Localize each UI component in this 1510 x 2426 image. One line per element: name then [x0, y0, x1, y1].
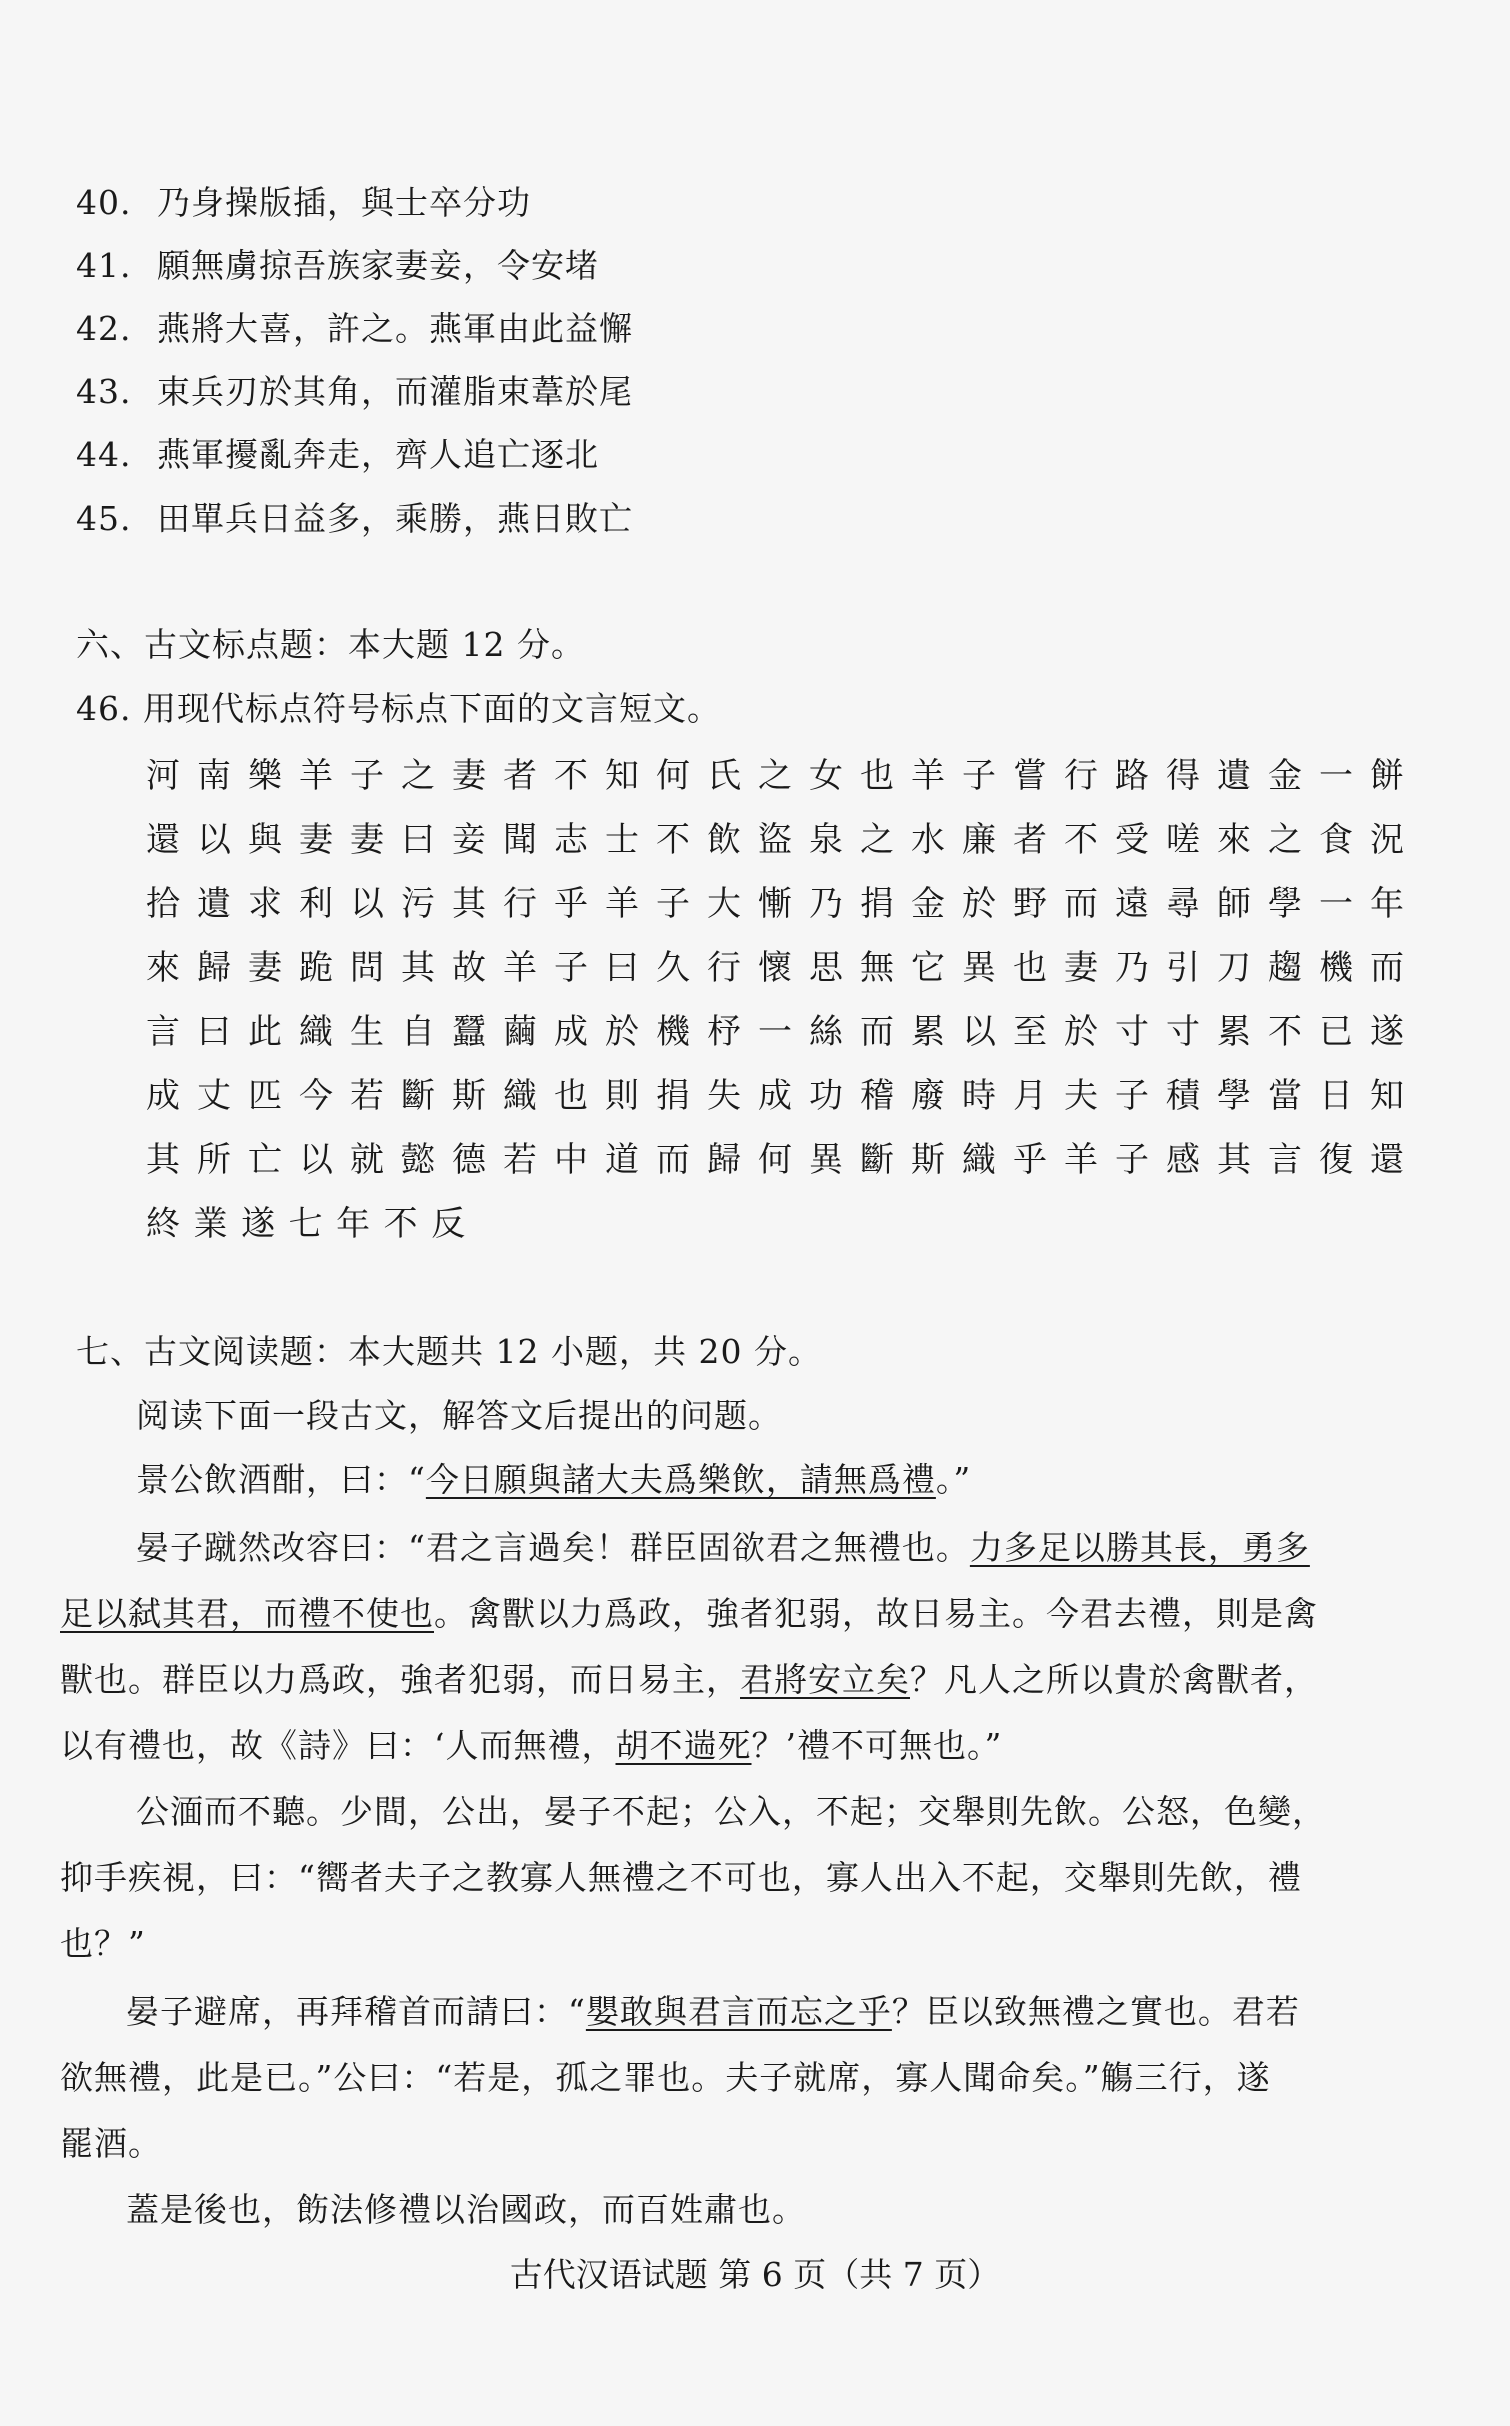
passage-char: 斷 — [860, 1140, 894, 1180]
passage-char: 路 — [1115, 756, 1149, 796]
passage-para-5: 蓋是後也，飭法修禮以治國政，而百姓肅也。 — [126, 2190, 806, 2229]
passage-char: 言 — [146, 1012, 180, 1052]
passage-char: 一 — [1319, 756, 1353, 796]
text-run: 獸也。群臣以力爲政，強者犯弱，而日易主， — [60, 1660, 740, 1699]
passage-char: 所 — [197, 1140, 231, 1180]
passage-char: 大 — [707, 884, 741, 924]
underlined-phrase: 今日願與諸大夫爲樂飲，請無爲禮 — [425, 1460, 936, 1499]
passage-char: 南 — [197, 756, 231, 796]
passage-char: 飲 — [707, 820, 741, 860]
passage-char: 氏 — [707, 756, 741, 796]
passage-char: 樂 — [248, 756, 282, 796]
passage-char: 問 — [350, 948, 384, 988]
passage-char: 異 — [962, 948, 996, 988]
underlined-phrase: 嬰敢與君言而忘之乎 — [585, 1992, 892, 2031]
passage-row — [140, 878, 1410, 930]
passage-char: 夫 — [1064, 1076, 1098, 1116]
passage-char: 廢 — [911, 1076, 945, 1116]
passage-char: 子 — [962, 756, 996, 796]
passage-row — [140, 814, 1410, 866]
passage-char: 得 — [1166, 756, 1200, 796]
passage-char: 羊 — [911, 756, 945, 796]
passage-char: 德 — [452, 1140, 486, 1180]
text-run: 以有禮也，故《詩》曰：‘人而無禮， — [60, 1726, 616, 1765]
passage-char: 於 — [962, 884, 996, 924]
passage-char: 嘗 — [1013, 756, 1047, 796]
passage-char: 野 — [1013, 884, 1047, 924]
passage-char: 匹 — [248, 1076, 282, 1116]
passage-char: 而 — [656, 1140, 690, 1180]
passage-char: 刀 — [1217, 948, 1251, 988]
passage-char: 者 — [503, 756, 537, 796]
passage-char: 其 — [401, 948, 435, 988]
passage-char: 妻 — [1064, 948, 1098, 988]
text-run: 晏子蹴然改容曰：“君之言過矣！群臣固欲君之無禮也。 — [136, 1528, 970, 1567]
passage-char: 積 — [1166, 1076, 1200, 1116]
page-footer: 古代汉语试题 第 6 页（共 7 页） — [509, 2255, 1001, 2294]
passage-char: 遺 — [197, 884, 231, 924]
passage-char: 也 — [860, 756, 894, 796]
passage-char: 不 — [656, 820, 690, 860]
passage-char: 之 — [401, 756, 435, 796]
passage-char: 生 — [350, 1012, 384, 1052]
passage-char: 遂 — [1370, 1012, 1404, 1052]
passage-char: 學 — [1217, 1076, 1251, 1116]
passage-char: 異 — [809, 1140, 843, 1180]
item-43 — [76, 370, 633, 414]
passage-row — [140, 1070, 1410, 1122]
passage-char: 利 — [299, 884, 333, 924]
passage-char: 而 — [860, 1012, 894, 1052]
passage-char: 不 — [554, 756, 588, 796]
passage-char: 思 — [809, 948, 843, 988]
passage-char: 它 — [911, 948, 945, 988]
passage-char: 終 — [146, 1204, 180, 1244]
passage-char: 河 — [146, 756, 180, 796]
passage-char: 功 — [809, 1076, 843, 1116]
passage-char: 何 — [656, 756, 690, 796]
passage-char: 之 — [758, 756, 792, 796]
underlined-phrase: 足以弑其君，而禮不使也 — [60, 1594, 434, 1633]
item-text: 燕將大喜，許之。燕軍由此益懈 — [156, 309, 633, 348]
passage-char: 食 — [1319, 820, 1353, 860]
passage-para-4-line-3: 罷酒。 — [60, 2124, 162, 2163]
item-44 — [76, 433, 599, 477]
passage-char: 失 — [707, 1076, 741, 1116]
passage-row — [140, 1006, 1410, 1058]
passage-char: 也 — [554, 1076, 588, 1116]
passage-char: 絲 — [809, 1012, 843, 1052]
passage-char: 乎 — [554, 884, 588, 924]
passage-char: 蠶 — [452, 1012, 486, 1052]
passage-char: 行 — [1064, 756, 1098, 796]
passage-char: 歸 — [197, 948, 231, 988]
passage-char: 織 — [299, 1012, 333, 1052]
passage-char: 受 — [1115, 820, 1149, 860]
item-number: 40. — [76, 183, 132, 222]
passage-char: 就 — [350, 1140, 384, 1180]
passage-char: 遺 — [1217, 756, 1251, 796]
passage-char: 盜 — [758, 820, 792, 860]
passage-char: 士 — [605, 820, 639, 860]
passage-char: 成 — [554, 1012, 588, 1052]
passage-char: 復 — [1319, 1140, 1353, 1180]
passage-char: 妻 — [350, 820, 384, 860]
passage-char: 遂 — [241, 1204, 276, 1244]
passage-char: 累 — [1217, 1012, 1251, 1052]
passage-char: 若 — [350, 1076, 384, 1116]
item-number: 45. — [76, 499, 132, 538]
passage-char: 斷 — [401, 1076, 435, 1116]
passage-char: 寸 — [1166, 1012, 1200, 1052]
text-run: ？臣以致無禮之實也。君若 — [891, 1992, 1300, 2031]
passage-char: 已 — [1319, 1012, 1353, 1052]
item-number: 44. — [76, 435, 132, 474]
passage-row — [140, 750, 1410, 802]
passage-char: 者 — [1013, 820, 1047, 860]
passage-char: 業 — [193, 1204, 228, 1244]
passage-char: 子 — [1115, 1140, 1149, 1180]
passage-char: 餅 — [1370, 756, 1404, 796]
text-run: 晏子避席，再拜稽首而請曰：“ — [126, 1992, 586, 2031]
passage-char: 以 — [197, 820, 231, 860]
passage-char: 志 — [554, 820, 588, 860]
passage-char: 至 — [1013, 1012, 1047, 1052]
item-number: 41. — [76, 246, 132, 285]
passage-char: 金 — [911, 884, 945, 924]
item-40 — [76, 181, 531, 225]
passage-para-2-line-3 — [60, 1658, 1318, 1702]
passage-para-3-line-2: 抑手疾視，曰：“嚮者夫子之教寡人無禮之不可也，寡人出入不起，交舉則先飲，禮 — [60, 1858, 1302, 1897]
passage-char: 妻 — [248, 948, 282, 988]
passage-char: 子 — [350, 756, 384, 796]
passage-char: 反 — [431, 1204, 466, 1244]
passage-char: 子 — [1115, 1076, 1149, 1116]
passage-char: 求 — [248, 884, 282, 924]
passage-char: 七 — [288, 1204, 323, 1244]
passage-char: 之 — [860, 820, 894, 860]
passage-char: 懿 — [401, 1140, 435, 1180]
passage-char: 日 — [1319, 1076, 1353, 1116]
passage-char: 感 — [1166, 1140, 1200, 1180]
passage-char: 也 — [1013, 948, 1047, 988]
text-run: ？’禮不可無也。” — [751, 1726, 1003, 1765]
passage-char: 行 — [503, 884, 537, 924]
passage-char: 拾 — [146, 884, 180, 924]
passage-char: 稽 — [860, 1076, 894, 1116]
passage-char: 而 — [1370, 948, 1404, 988]
text-run: 景公飲酒酣，曰：“ — [136, 1460, 426, 1499]
passage-char: 不 — [1268, 1012, 1302, 1052]
passage-char: 於 — [1064, 1012, 1098, 1052]
passage-char: 斯 — [911, 1140, 945, 1180]
passage-char: 金 — [1268, 756, 1302, 796]
passage-char: 中 — [554, 1140, 588, 1180]
passage-char: 當 — [1268, 1076, 1302, 1116]
passage-char: 歸 — [707, 1140, 741, 1180]
passage-char: 以 — [350, 884, 384, 924]
passage-para-2-line-2 — [60, 1592, 1318, 1636]
passage-char: 以 — [299, 1140, 333, 1180]
passage-char: 遠 — [1115, 884, 1149, 924]
item-number: 43. — [76, 372, 132, 411]
underlined-phrase: 胡不遄死 — [615, 1726, 752, 1765]
passage-char: 丈 — [197, 1076, 231, 1116]
passage-char: 跪 — [299, 948, 333, 988]
passage-char: 乃 — [1115, 948, 1149, 988]
passage-char: 不 — [1064, 820, 1098, 860]
passage-char: 一 — [758, 1012, 792, 1052]
passage-char: 子 — [656, 884, 690, 924]
underlined-phrase: 君將安立矣 — [740, 1660, 910, 1699]
passage-char: 尋 — [1166, 884, 1200, 924]
item-text: 願無虜掠吾族家妻妾，令安堵 — [156, 246, 599, 285]
passage-char: 廉 — [962, 820, 996, 860]
passage-char: 乎 — [1013, 1140, 1047, 1180]
passage-char: 而 — [1064, 884, 1098, 924]
passage-char: 子 — [554, 948, 588, 988]
passage-char: 月 — [1013, 1076, 1047, 1116]
underlined-phrase: 力多足以勝其長，勇多 — [969, 1528, 1310, 1567]
item-41 — [76, 244, 599, 288]
passage-char: 織 — [503, 1076, 537, 1116]
passage-char: 知 — [1370, 1076, 1404, 1116]
passage-char: 羊 — [1064, 1140, 1098, 1180]
section-6-title: 六、古文标点题：本大题 12 分。 — [76, 625, 585, 664]
passage-char: 曰 — [197, 1012, 231, 1052]
passage-char: 況 — [1370, 820, 1404, 860]
passage-char: 久 — [656, 948, 690, 988]
passage-char: 不 — [383, 1204, 418, 1244]
passage-char: 來 — [146, 948, 180, 988]
text-run: 。” — [935, 1460, 972, 1499]
section-7-title: 七、古文阅读题：本大题共 12 小题，共 20 分。 — [76, 1332, 822, 1371]
passage-char: 若 — [503, 1140, 537, 1180]
passage-char: 以 — [962, 1012, 996, 1052]
item-text: 田單兵日益多，乘勝，燕日敗亡 — [156, 499, 633, 538]
passage-char: 女 — [809, 756, 843, 796]
item-42 — [76, 307, 633, 351]
text-run: 。禽獸以力爲政，強者犯弱，故日易主。今君去禮，則是禽 — [434, 1594, 1318, 1633]
passage-char: 織 — [962, 1140, 996, 1180]
passage-char: 曰 — [401, 820, 435, 860]
passage-char: 道 — [605, 1140, 639, 1180]
passage-char: 引 — [1166, 948, 1200, 988]
passage-char: 羊 — [503, 948, 537, 988]
passage-char: 行 — [707, 948, 741, 988]
passage-char: 自 — [401, 1012, 435, 1052]
passage-char: 之 — [1268, 820, 1302, 860]
passage-char: 妾 — [452, 820, 486, 860]
passage-char: 學 — [1268, 884, 1302, 924]
passage-char: 機 — [656, 1012, 690, 1052]
passage-para-1 — [136, 1458, 971, 1502]
item-text: 乃身操版插，與士卒分功 — [156, 183, 531, 222]
passage-char: 機 — [1319, 948, 1353, 988]
passage-char: 年 — [1370, 884, 1404, 924]
passage-char: 懷 — [758, 948, 792, 988]
passage-char: 師 — [1217, 884, 1251, 924]
passage-para-3-line-1: 公湎而不聽。少間，公出，晏子不起；公入，不起；交舉則先飲。公怒，色變， — [136, 1792, 1326, 1831]
passage-char: 聞 — [503, 820, 537, 860]
passage-char: 知 — [605, 756, 639, 796]
passage-char: 則 — [605, 1076, 639, 1116]
passage-char: 與 — [248, 820, 282, 860]
passage-char: 其 — [146, 1140, 180, 1180]
passage-char: 其 — [1217, 1140, 1251, 1180]
passage-char: 捐 — [656, 1076, 690, 1116]
passage-char: 何 — [758, 1140, 792, 1180]
passage-char: 來 — [1217, 820, 1251, 860]
passage-char: 泉 — [809, 820, 843, 860]
passage-char: 還 — [1370, 1140, 1404, 1180]
passage-para-3-line-3: 也？” — [60, 1924, 146, 1963]
passage-char: 乃 — [809, 884, 843, 924]
passage-para-2-line-1 — [136, 1526, 1310, 1570]
passage-row — [140, 1134, 1410, 1186]
passage-char: 故 — [452, 948, 486, 988]
passage-char: 曰 — [605, 948, 639, 988]
question-46: 46. 用现代标点符号标点下面的文言短文。 — [76, 689, 721, 728]
passage-char: 寸 — [1115, 1012, 1149, 1052]
text-run: ？凡人之所以貴於禽獸者， — [910, 1660, 1318, 1699]
passage-char: 捐 — [860, 884, 894, 924]
passage-row — [140, 942, 1410, 994]
passage-para-4-line-2: 欲無禮，此是已。”公曰：“若是，孤之罪也。夫子就席，寡人聞命矣。”觴三行，遂 — [60, 2058, 1271, 2097]
passage-row — [140, 1198, 1410, 1250]
reading-instruction: 阅读下面一段古文，解答文后提出的问题。 — [136, 1396, 782, 1435]
passage-char: 妻 — [452, 756, 486, 796]
passage-char: 嗟 — [1166, 820, 1200, 860]
passage-char: 趨 — [1268, 948, 1302, 988]
passage-char: 羊 — [299, 756, 333, 796]
passage-char: 水 — [911, 820, 945, 860]
passage-char: 成 — [146, 1076, 180, 1116]
item-text: 束兵刃於其角，而灌脂束葦於尾 — [156, 372, 633, 411]
passage-char: 慚 — [758, 884, 792, 924]
item-text: 燕軍擾亂奔走，齊人追亡逐北 — [156, 435, 599, 474]
passage-char: 杼 — [707, 1012, 741, 1052]
passage-char: 繭 — [503, 1012, 537, 1052]
passage-para-2-line-4 — [60, 1724, 1002, 1768]
passage-char: 累 — [911, 1012, 945, 1052]
passage-char: 妻 — [299, 820, 333, 860]
passage-char: 於 — [605, 1012, 639, 1052]
passage-char: 一 — [1319, 884, 1353, 924]
item-number: 42. — [76, 309, 132, 348]
passage-char: 成 — [758, 1076, 792, 1116]
passage-char: 此 — [248, 1012, 282, 1052]
passage-char: 還 — [146, 820, 180, 860]
passage-char: 言 — [1268, 1140, 1302, 1180]
passage-char: 亡 — [248, 1140, 282, 1180]
passage-char: 其 — [452, 884, 486, 924]
passage-char: 無 — [860, 948, 894, 988]
passage-char: 斯 — [452, 1076, 486, 1116]
item-45 — [76, 497, 633, 541]
passage-char: 羊 — [605, 884, 639, 924]
passage-char: 今 — [299, 1076, 333, 1116]
passage-para-4-line-1 — [126, 1990, 1300, 2034]
passage-char: 時 — [962, 1076, 996, 1116]
passage-char: 污 — [401, 884, 435, 924]
passage-char: 年 — [336, 1204, 371, 1244]
